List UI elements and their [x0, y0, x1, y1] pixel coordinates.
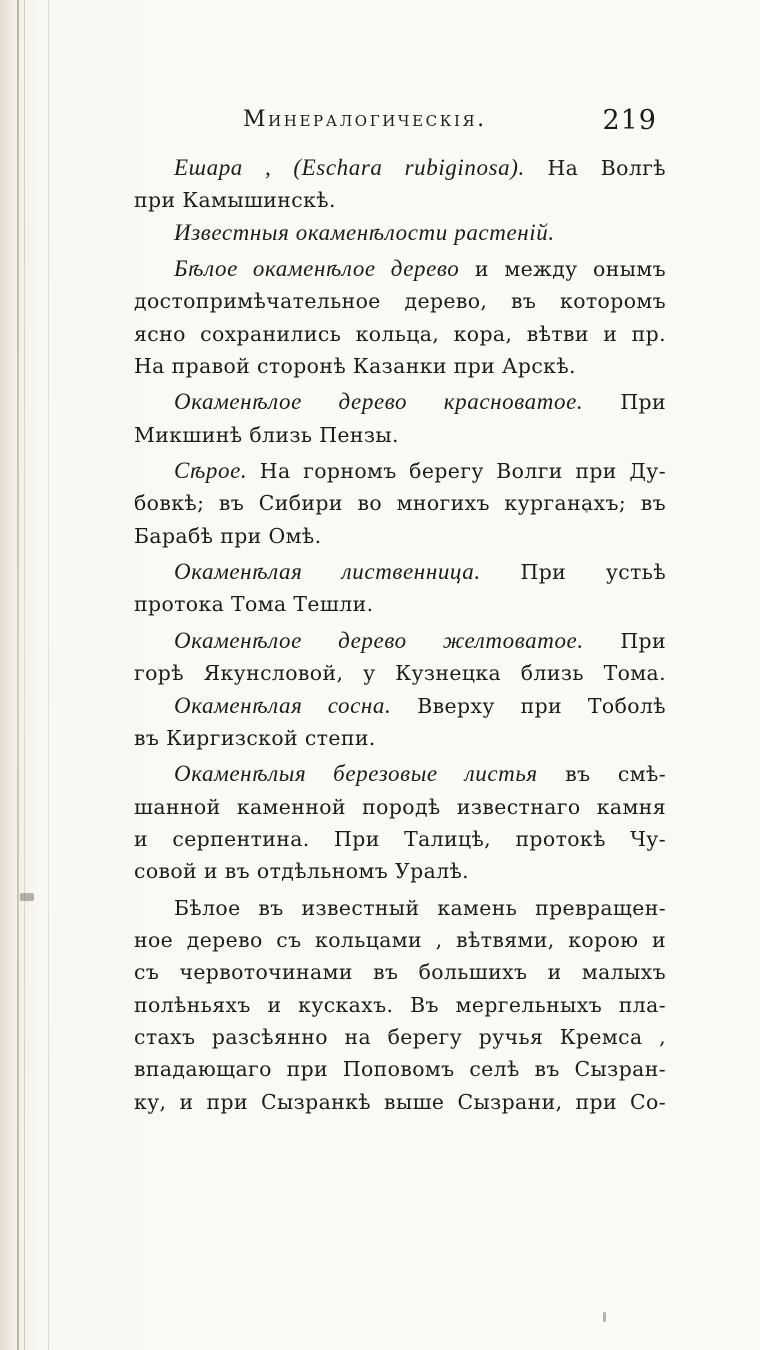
text-line: Окаменѣлыя березовые листья въ смѣ-	[174, 761, 666, 787]
binding-edge	[24, 0, 25, 1350]
text-line: Ешара , (Eschara rubiginosa). На Волгѣ	[174, 155, 666, 180]
binding-edge	[17, 0, 19, 1350]
text-line: бовкѣ; въ Сибири во многихъ курганахъ; въ	[134, 491, 666, 516]
text-line: полѣньяхъ и кускахъ. Въ мергельныхъ пла-	[134, 992, 666, 1017]
text-line: совой и въ отдѣльномъ Уралѣ.	[134, 859, 470, 884]
text-line: протока Тома Тешли.	[134, 592, 374, 617]
text-line: въ Киргизской степи.	[134, 725, 376, 750]
section-heading: Известныя окаменѣлости растеній.	[174, 219, 555, 245]
text-line: ное дерево съ кольцами , вѣтвями, корою и	[134, 927, 666, 952]
running-head: Минералогическія.	[243, 107, 487, 132]
text-line: стахъ разсѣянно на берегу ручья Кремса ,	[134, 1024, 666, 1049]
body-text	[134, 152, 666, 1118]
text-line: шанной каменной породѣ известнаго камня	[134, 794, 666, 819]
text-line: Окаменѣлая лиственница. При устьѣ	[174, 559, 667, 585]
text-line: На правой сторонѣ Казанки при Арскѣ.	[134, 354, 576, 379]
ink-blot	[20, 893, 34, 901]
text-line: достопримѣчательное дерево, въ которомъ	[134, 289, 666, 314]
page-number: 219	[602, 105, 657, 136]
text-line: Окаменѣлая сосна. Вверху при Тоболѣ	[174, 692, 667, 718]
text-line: впадающаго при Поповомъ селѣ въ Сызран-	[134, 1057, 666, 1082]
text-line: Окаменѣлое дерево красноватое. При	[174, 389, 666, 415]
text-line: Бѣлое въ известный камень превращен-	[174, 895, 666, 920]
text-line: ясно сохранились кольца, кора, вѣтви и пр.	[134, 321, 666, 346]
page-header	[243, 103, 663, 143]
text-line: и серпентина. При Талицѣ, протокѣ Чу-	[134, 826, 666, 851]
text-line: Сѣрое. На горномъ берегу Волги при Ду-	[174, 458, 666, 484]
text-line: Барабѣ при Омѣ.	[134, 523, 322, 548]
text-line: Окаменѣлое дерево желтоватое. При	[174, 627, 666, 653]
text-line: ку, и при Сызранкѣ выше Сызрани, при Со-	[134, 1089, 666, 1114]
text-line: при Камышинскѣ.	[134, 188, 336, 213]
text-line: Бѣлое окаменѣлое дерево и между онымъ	[174, 256, 666, 282]
binding-edge	[48, 0, 49, 1350]
ink-speck	[603, 1312, 606, 1322]
text-line: Микшинѣ близь Пензы.	[134, 422, 399, 447]
text-line: горѣ Якунсловой, у Кузнецка близь Тома.	[134, 661, 666, 686]
text-line: съ червоточинами въ большихъ и малыхъ	[134, 960, 666, 985]
